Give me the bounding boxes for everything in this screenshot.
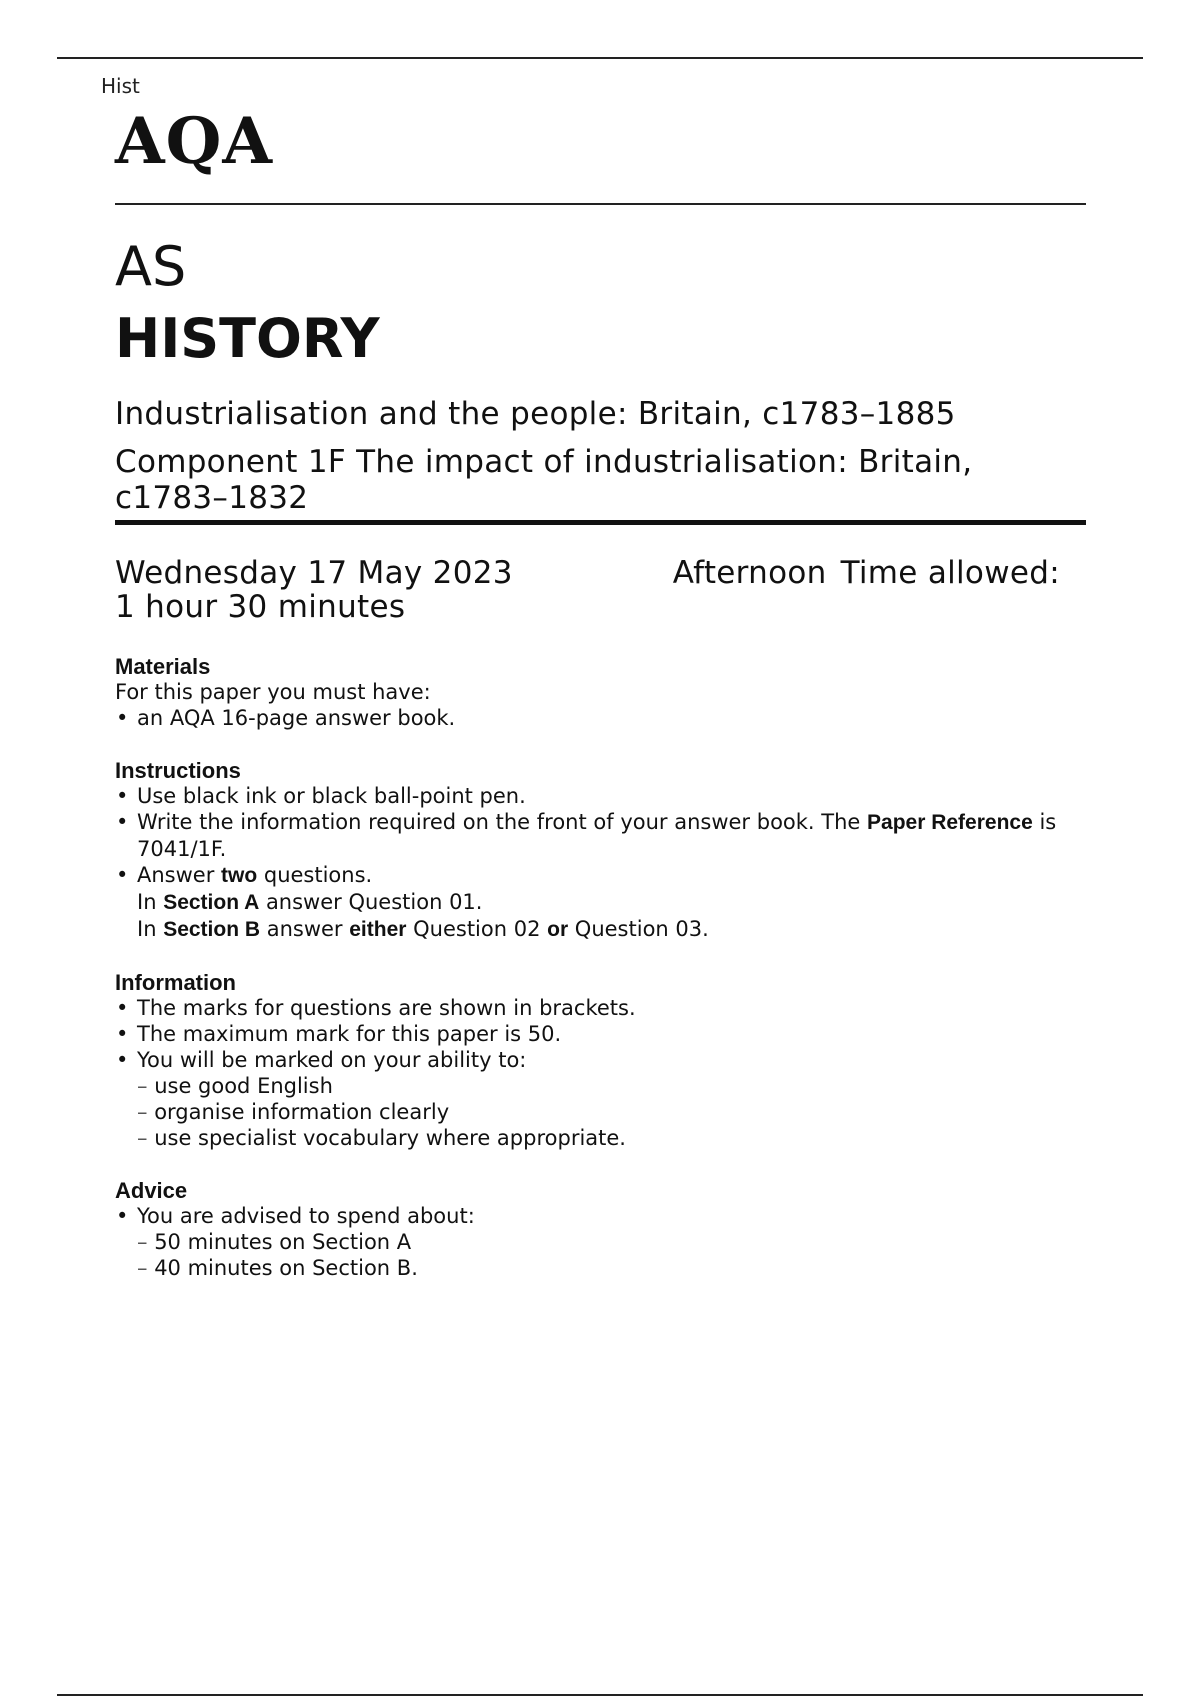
instructions-block xyxy=(115,654,1086,1308)
bullet-icon: • xyxy=(116,706,129,730)
materials-section xyxy=(115,654,1086,731)
bullet-icon: • xyxy=(116,1048,129,1072)
advice-subitem: – 50 minutes on Section A xyxy=(137,1230,412,1254)
bullet-icon: • xyxy=(116,863,129,887)
information-item: • You will be marked on your ability to: xyxy=(116,1048,527,1072)
instructions-heading: Instructions xyxy=(115,758,241,783)
information-item: • The maximum mark for this paper is 50. xyxy=(116,1022,562,1046)
materials-intro: For this paper you must have: xyxy=(115,680,431,704)
information-subitem: – organise information clearly xyxy=(137,1100,450,1124)
information-subitem: – use specialist vocabulary where appropriate. xyxy=(137,1126,626,1150)
section-b-instruction: In Section B answer either Question 02 or Question 03. xyxy=(137,917,709,941)
bullet-icon: • xyxy=(116,1204,129,1228)
bullet-icon: • xyxy=(116,784,129,808)
information-item: • The marks for questions are shown in brackets. xyxy=(116,996,636,1020)
top-rule xyxy=(57,57,1143,59)
header-tag: Hist xyxy=(101,74,140,98)
instructions-section xyxy=(115,758,1086,943)
instruction-item: • Use black ink or black ball-point pen. xyxy=(116,784,526,808)
component-title: Component 1F The impact of industrialisation: Britain, c1783–1832 xyxy=(115,444,973,516)
exam-date-line xyxy=(115,556,1086,624)
section-a-instruction: In Section A answer Question 01. xyxy=(137,890,483,914)
aqa-logo: AQA xyxy=(115,104,274,179)
information-heading: Information xyxy=(115,970,236,995)
title-divider xyxy=(115,520,1086,525)
advice-section xyxy=(115,1178,1086,1281)
instruction-item: • Write the information required on the front of your answer book. The Paper Reference is 7041/1F. xyxy=(116,810,1057,861)
materials-item: • an AQA 16-page answer book. xyxy=(116,706,456,730)
bullet-icon: • xyxy=(116,996,129,1020)
advice-heading: Advice xyxy=(115,1178,188,1203)
bottom-rule xyxy=(57,1694,1143,1696)
bullet-icon: • xyxy=(116,1022,129,1046)
logo-divider xyxy=(115,203,1086,205)
advice-item: • You are advised to spend about: xyxy=(116,1204,475,1228)
bullet-icon: • xyxy=(116,810,129,834)
materials-heading: Materials xyxy=(115,654,211,679)
exam-date: Wednesday 17 May 2023 xyxy=(115,555,513,591)
paper-title: Industrialisation and the people: Britain, c1783–1885 xyxy=(115,396,956,432)
information-section xyxy=(115,970,1086,1151)
instruction-item: • Answer two questions. xyxy=(116,863,373,887)
information-subitem: – use good English xyxy=(137,1074,333,1098)
subject-title: HISTORY xyxy=(115,307,380,370)
advice-subitem: – 40 minutes on Section B. xyxy=(137,1256,418,1280)
qualification-level: AS xyxy=(115,235,187,298)
time-allowed: Time allowed: 1 hour 30 minutes xyxy=(115,555,1060,625)
exam-session: Afternoon xyxy=(672,555,827,591)
